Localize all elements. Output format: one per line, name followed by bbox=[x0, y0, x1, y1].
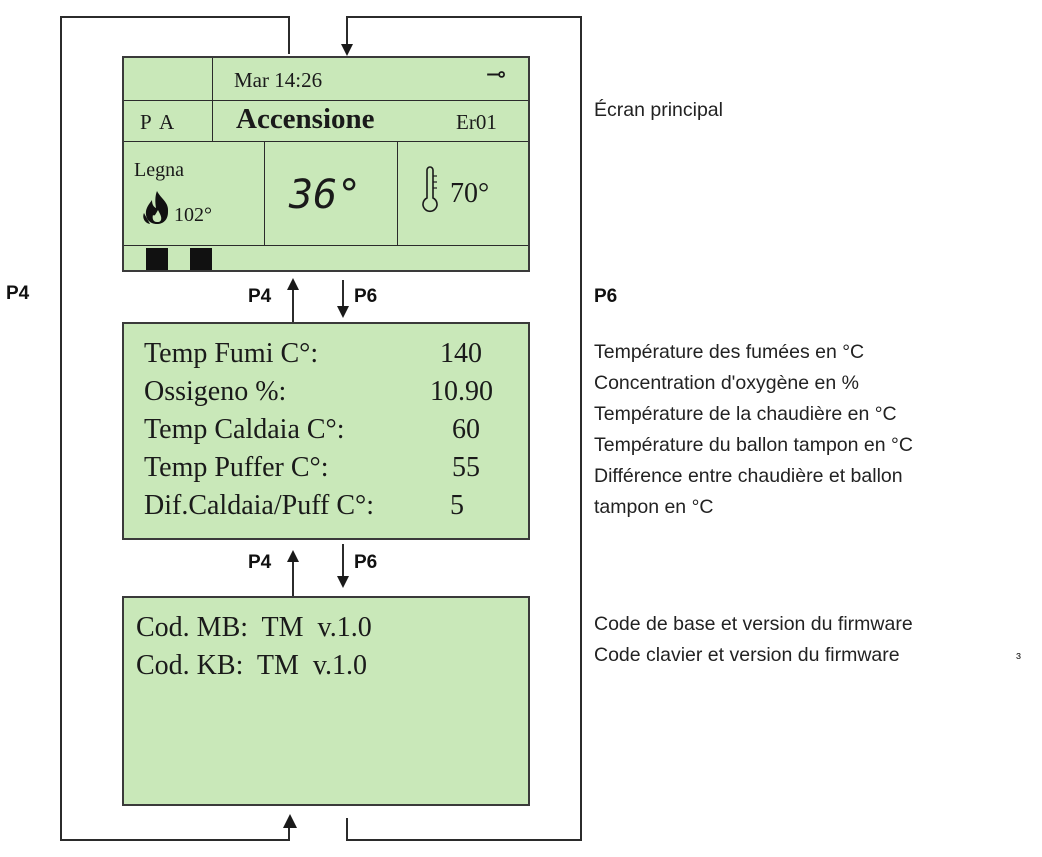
info-screen-descriptions bbox=[594, 338, 913, 521]
side-temp: 70° bbox=[450, 178, 490, 209]
desc-chaudiere: Température de la chaudière en °C bbox=[594, 403, 897, 425]
info-value-caldaia: 60 bbox=[452, 414, 480, 445]
mode-display: P A bbox=[140, 110, 177, 134]
firmware-kb: Cod. KB: TM v.1.0 bbox=[136, 650, 368, 681]
status-display: Accensione bbox=[236, 103, 375, 135]
flow-label-right-outer: P6 bbox=[594, 286, 618, 307]
flame-temp: 102° bbox=[174, 204, 212, 226]
arrow-up-2 bbox=[287, 550, 299, 562]
flow-label-left-outer: P4 bbox=[6, 283, 30, 304]
flame-icon bbox=[140, 189, 174, 225]
firmware-screen-display bbox=[122, 596, 530, 806]
info-value-ossigeno: 10.90 bbox=[430, 376, 493, 407]
firmware-mb: Cod. MB: TM v.1.0 bbox=[136, 612, 372, 643]
flow-label-down-2: P6 bbox=[354, 552, 378, 573]
desc-fumees: Température des fumées en °C bbox=[594, 341, 865, 363]
status-block-1 bbox=[146, 248, 168, 270]
info-value-dif: 5 bbox=[450, 490, 464, 521]
arrow-down-1 bbox=[337, 306, 349, 318]
firmware-screen-descriptions bbox=[594, 610, 913, 669]
info-screen-display bbox=[122, 322, 530, 540]
flow-label-down-1: P6 bbox=[354, 286, 378, 307]
arrow-up-1 bbox=[287, 278, 299, 290]
arrow-up-bottom bbox=[283, 814, 297, 828]
desc-firmware-base: Code de base et version du firmware bbox=[594, 613, 913, 635]
main-screen-description: Écran principal bbox=[594, 99, 723, 121]
desc-ballon: Température du ballon tampon en °C bbox=[594, 434, 913, 456]
desc-difference-cont: tampon en °C bbox=[594, 496, 714, 518]
error-code: Er01 bbox=[456, 110, 497, 134]
status-block-2 bbox=[190, 248, 212, 270]
key-icon: ⊸ bbox=[486, 61, 507, 88]
info-label-dif: Dif.Caldaia/Puff C°: bbox=[144, 490, 374, 521]
stray-mark: ɜ bbox=[1016, 650, 1022, 662]
info-value-puffer: 55 bbox=[452, 452, 480, 483]
info-label-fumi: Temp Fumi C°: bbox=[144, 338, 319, 369]
arrow-down-2 bbox=[337, 576, 349, 588]
arrow-down-top bbox=[341, 44, 353, 56]
desc-oxygene: Concentration d'oxygène en % bbox=[594, 372, 859, 394]
info-label-puffer: Temp Puffer C°: bbox=[144, 452, 329, 483]
info-label-ossigeno: Ossigeno %: bbox=[144, 376, 287, 407]
flow-label-up-2: P4 bbox=[248, 552, 272, 573]
desc-difference: Différence entre chaudière et ballon bbox=[594, 465, 903, 487]
main-temp: 36° bbox=[289, 172, 362, 218]
datetime-display: Mar 14:26 bbox=[234, 68, 323, 92]
info-value-fumi: 140 bbox=[440, 338, 482, 369]
flow-label-up-1: P4 bbox=[248, 286, 272, 307]
fuel-label: Legna bbox=[134, 159, 184, 181]
desc-firmware-clavier: Code clavier et version du firmware bbox=[594, 644, 900, 666]
thermometer-icon bbox=[421, 166, 439, 216]
main-screen-display bbox=[122, 56, 530, 272]
info-label-caldaia: Temp Caldaia C°: bbox=[144, 414, 345, 445]
